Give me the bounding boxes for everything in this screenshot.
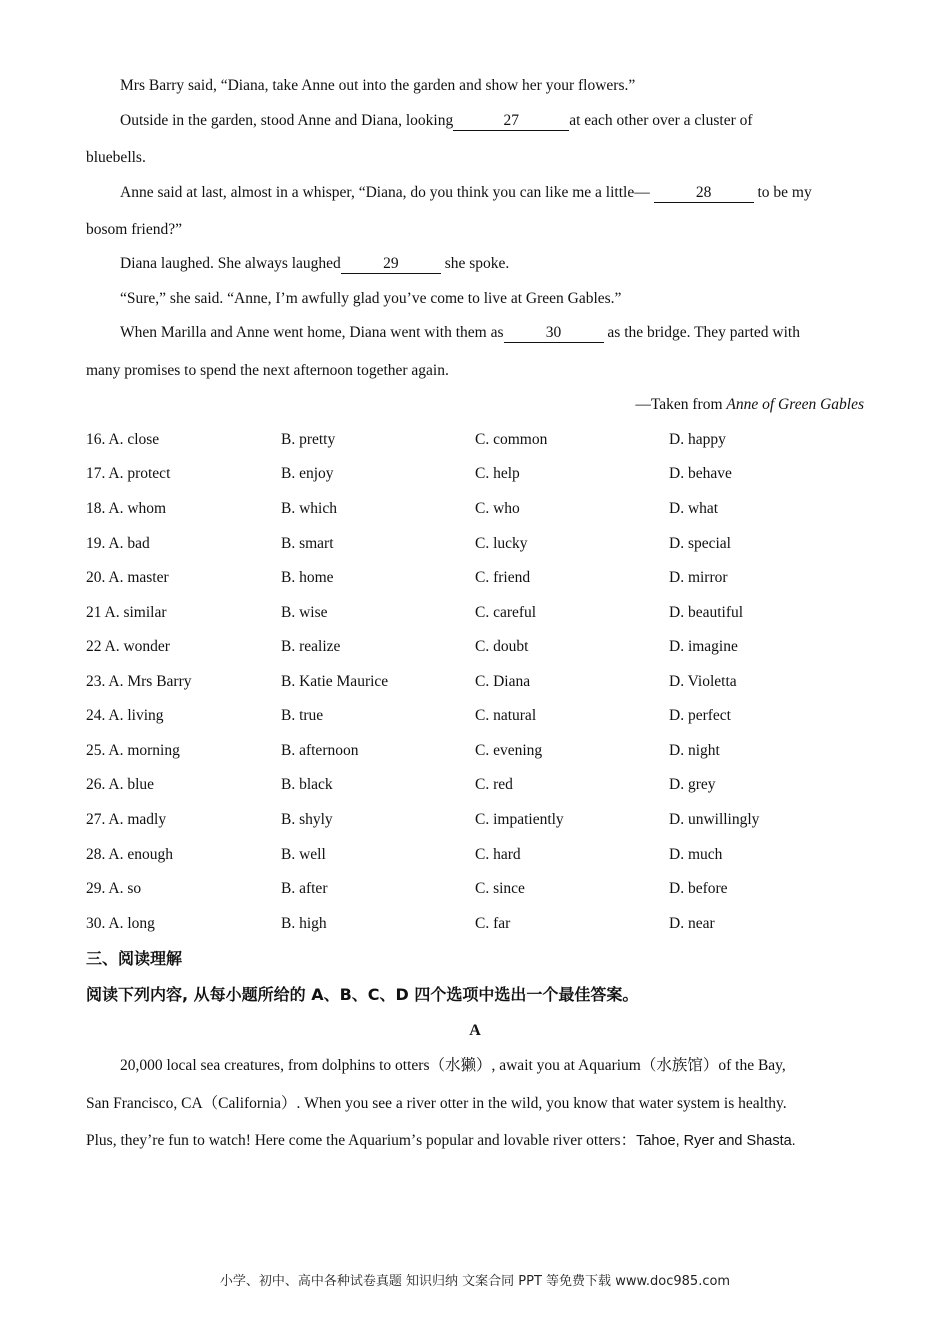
option-b: B. smart xyxy=(281,535,334,552)
option-c: C. evening xyxy=(475,742,543,759)
source-citation: —Taken from Anne of Green Gables xyxy=(635,396,864,413)
option-b: B. wise xyxy=(281,604,328,621)
option-b: B. home xyxy=(281,569,334,586)
option-d: D. much xyxy=(669,846,723,863)
option-c: C. doubt xyxy=(475,638,529,655)
option-b: B. afternoon xyxy=(281,742,359,759)
option-a: 19. A. bad xyxy=(86,535,150,552)
option-d: D. unwillingly xyxy=(669,811,760,828)
option-c: C. red xyxy=(475,776,513,793)
passage-paragraph: Outside in the garden, stood Anne and Diana, looking 27 at each other over a cluster of xyxy=(120,112,753,129)
option-b: B. after xyxy=(281,880,328,897)
option-c: C. far xyxy=(475,915,511,932)
blank-27: 27 xyxy=(453,112,569,131)
passage-text: many promises to spend the next afternoon together again. xyxy=(86,362,449,379)
section-instruction: 阅读下列内容, 从每小题所给的 A、B、C、D 四个选项中选出一个最佳答案。 xyxy=(86,985,639,1004)
reading-text: Plus, theyʼre fun to watch! Here come the Aquariumʼs popular and lovable river otters：Tahoe, Ryer and Shasta. xyxy=(86,1132,796,1149)
option-d: D. grey xyxy=(669,776,716,793)
option-a: 17. A. protect xyxy=(86,465,171,482)
option-c: C. Diana xyxy=(475,673,531,690)
option-b: B. black xyxy=(281,776,333,793)
otter-names: Tahoe, Ryer and Shasta. xyxy=(636,1133,796,1149)
option-d: D. imagine xyxy=(669,638,738,655)
passage-text: bosom friend?” xyxy=(86,221,182,238)
reading-text: San Francisco, CA（California）. When you see a river otter in the wild, you know that water system is healthy. xyxy=(86,1095,787,1112)
option-a: 28. A. enough xyxy=(86,846,173,863)
option-d: D. behave xyxy=(669,465,732,482)
option-b: B. enjoy xyxy=(281,465,334,482)
blank-28: 28 xyxy=(654,184,754,203)
option-a: 29. A. so xyxy=(86,880,142,897)
section-heading: 三、阅读理解 xyxy=(86,949,183,968)
option-d: D. what xyxy=(669,500,719,517)
option-a: 20. A. master xyxy=(86,569,169,586)
option-d: D. near xyxy=(669,915,715,932)
option-b: B. well xyxy=(281,846,326,863)
passage-label: A xyxy=(469,1022,481,1039)
option-c: C. careful xyxy=(475,604,537,621)
option-a: 26. A. blue xyxy=(86,776,155,793)
passage-text: bluebells. xyxy=(86,149,146,166)
option-d: D. happy xyxy=(669,431,726,448)
blank-30: 30 xyxy=(504,324,604,343)
option-b: B. pretty xyxy=(281,431,336,448)
option-d: D. mirror xyxy=(669,569,728,586)
option-c: C. lucky xyxy=(475,535,528,552)
option-b: B. Katie Maurice xyxy=(281,673,389,690)
option-a: 16. A. close xyxy=(86,431,160,448)
option-d: D. before xyxy=(669,880,728,897)
option-c: C. help xyxy=(475,465,520,482)
option-a: 25. A. morning xyxy=(86,742,180,759)
option-b: B. shyly xyxy=(281,811,333,828)
passage-paragraph: Mrs Barry said, “Diana, take Anne out into the garden and show her your flowers.” xyxy=(120,77,636,94)
option-b: B. realize xyxy=(281,638,341,655)
option-c: C. hard xyxy=(475,846,521,863)
option-c: C. natural xyxy=(475,707,537,724)
option-a: 24. A. living xyxy=(86,707,164,724)
option-c: C. common xyxy=(475,431,548,448)
option-c: C. impatiently xyxy=(475,811,564,828)
option-b: B. which xyxy=(281,500,337,517)
option-d: D. perfect xyxy=(669,707,731,724)
passage-paragraph: Diana laughed. She always laughed 29 she spoke. xyxy=(120,255,510,272)
option-a: 22 A. wonder xyxy=(86,638,170,655)
passage-paragraph: “Sure,” she said. “Anne, Iʼm awfully glad you’ve come to live at Green Gables.” xyxy=(120,290,622,307)
option-c: C. who xyxy=(475,500,520,517)
option-a: 30. A. long xyxy=(86,915,155,932)
option-a: 23. A. Mrs Barry xyxy=(86,673,192,690)
footer-watermark: 小学、初中、高中各种试卷真题 知识归纳 文案合同 PPT 等免费下载 www.doc985.com xyxy=(219,1274,731,1289)
option-a: 18. A. whom xyxy=(86,500,167,517)
option-a: 27. A. madly xyxy=(86,811,167,828)
option-b: B. true xyxy=(281,707,324,724)
option-d: D. beautiful xyxy=(669,604,744,621)
passage-paragraph: When Marilla and Anne went home, Diana went with them as 30 as the bridge. They parted with xyxy=(120,324,800,341)
option-d: D. night xyxy=(669,742,720,759)
option-a: 21 A. similar xyxy=(86,604,167,621)
reading-paragraph: 20,000 local sea creatures, from dolphins to otters（水獭）, await you at Aquarium（水族馆）of the Bay, xyxy=(120,1057,786,1074)
passage-paragraph: Anne said at last, almost in a whisper, “Diana, do you think you can like me a little— 28 to be my xyxy=(120,184,812,201)
option-b: B. high xyxy=(281,915,327,932)
book-title: Anne of Green Gables xyxy=(726,396,864,413)
blank-29: 29 xyxy=(341,255,441,274)
option-c: C. friend xyxy=(475,569,531,586)
option-c: C. since xyxy=(475,880,525,897)
option-d: D. special xyxy=(669,535,731,552)
option-d: D. Violetta xyxy=(669,673,737,690)
